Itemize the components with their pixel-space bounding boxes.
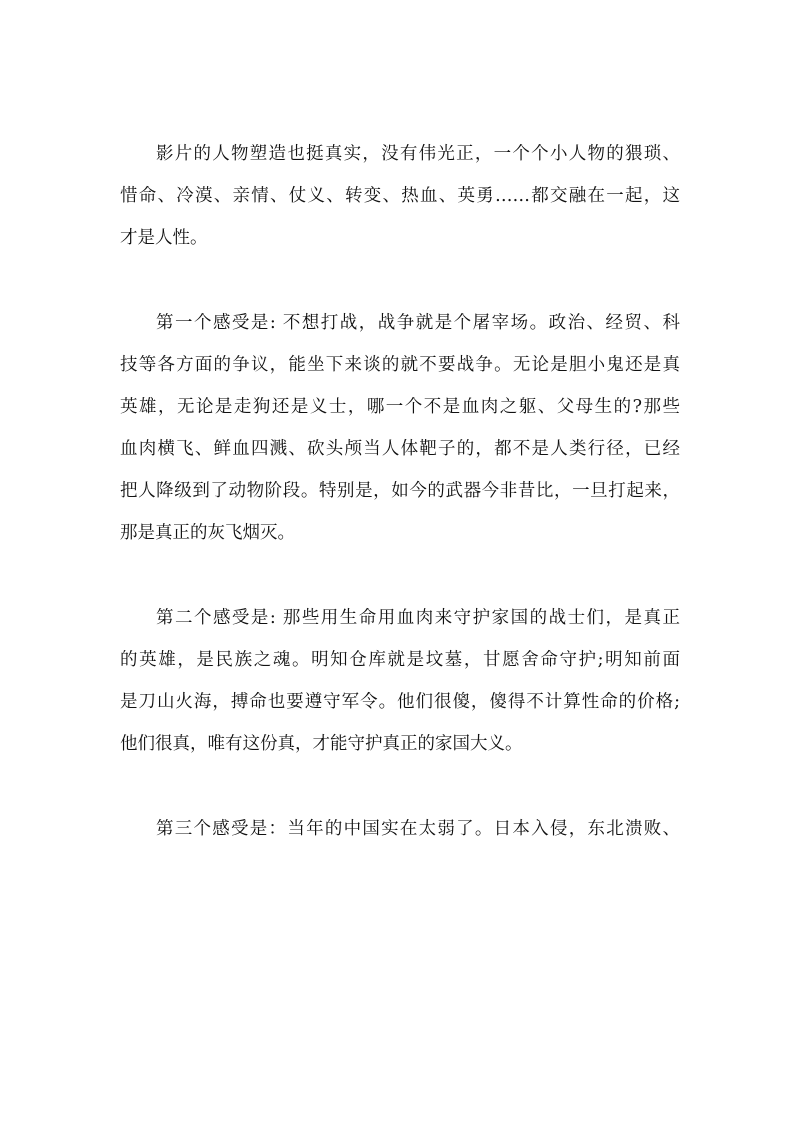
paragraph-1-line-1: 影片的人物塑造也挺真实，没有伟光正，一个个小人物的猥琐、 [156, 144, 680, 164]
paragraph-1-line-2: 惜命、冷漠、亲情、仗义、转变、热血、英勇……都交融在一起，这 [120, 186, 680, 206]
paragraph-4-line-1: 第三个感受是：当年的中国实在太弱了。日本入侵，东北溃败、 [156, 819, 680, 839]
paragraph-3-line-1: 第二个感受是: 那些用生命用血肉来守护家国的战士们，是真正 [156, 608, 680, 628]
paragraph-2-line-2: 技等各方面的争议，能坐下来谈的就不要战争。无论是胆小鬼还是真 [120, 355, 680, 375]
paragraph-3-line-3: 是刀山火海，搏命也要遵守军令。他们很傻，傻得不计算性命的价格; [120, 692, 680, 712]
paragraph-1-line-3: 才是人性。 [120, 228, 208, 248]
paragraph-2-line-3: 英雄，无论是走狗还是义士，哪一个不是血肉之躯、父母生的?那些 [120, 397, 680, 417]
paragraph-2-line-1: 第一个感受是: 不想打战，战争就是个屠宰场。政治、经贸、科 [156, 313, 680, 333]
paragraph-2-line-6: 那是真正的灰飞烟灭。 [120, 523, 295, 543]
paragraph-3-line-4: 他们很真，唯有这份真，才能守护真正的家国大义。 [120, 734, 523, 754]
paragraph-2-line-4: 血肉横飞、鲜血四溅、砍头颅当人体靶子的，都不是人类行径，已经 [120, 439, 680, 459]
paragraph-3-line-2: 的英雄，是民族之魂。明知仓库就是坟墓，甘愿舍命守护;明知前面 [120, 650, 680, 670]
paragraph-2-line-5: 把人降级到了动物阶段。特别是，如今的武器今非昔比，一旦打起来， [120, 481, 680, 501]
